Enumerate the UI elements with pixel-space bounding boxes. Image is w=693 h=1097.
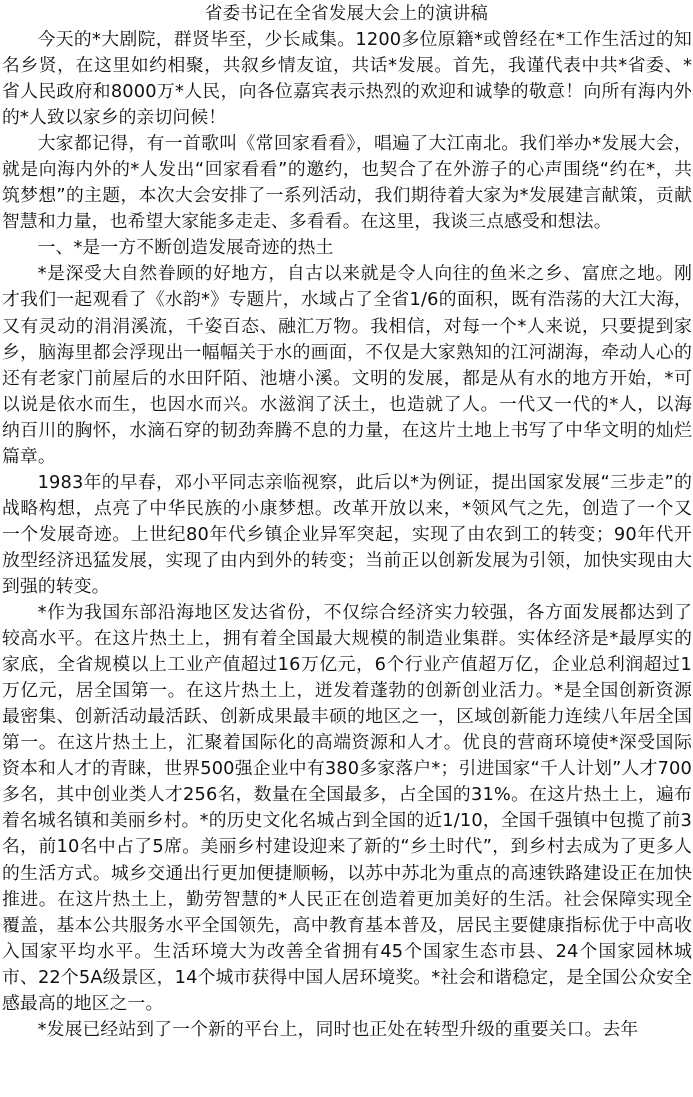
paragraph-welcome: 今天的*大剧院，群贤毕至，少长咸集。1200多位原籍*或曾经在*工作生活过的知名乡贤，在这里如约相聚，共叙乡情友谊，共话*发展。首先，我谨代表中共*省委、*省人民政府和8000万*人民，向各位嘉宾表示热烈的欢迎和诚挚的敬意！向所有海内外的*人致以家乡的亲切问候！ bbox=[2, 29, 692, 129]
document-body bbox=[0, 27, 693, 1043]
section-heading-1: 一、*是一方不断创造发展奇迹的热土 bbox=[37, 237, 334, 259]
paragraph-achievements: *作为我国东部沿海地区发达省份，不仅综合经济实力较强，各方面发展都达到了较高水平。在这片热土上，拥有着全国最大规模的制造业集群。实体经济是*最厚实的家底，全省规模以上工业产值超过16万亿元，6个行业产值超万亿，企业总利润超过1万亿元，居全国第一。在这片热土上，迸发着蓬勃的创新创业活力。*是全国创新资源最密集、创新活动最活跃、创新成果最丰硕的地区之一，区域创新能力连续八年居全国第一。在这片热土上，汇聚着国际化的高端资源和人才。优良的营商环境使*深受国际资本和人才的青睐，世界500强企业中有380多家落户*；引进国家“千人计划”人才700多名，其中创业类人才256名，数量在全国最多，占全国的31%。在这片热土上，遍布着名城名镇和美丽乡村。*的历史文化名城占到全国的近1/10，全国千强镇中包揽了前3名，前10名中占了5席。美丽乡村建设迎来了新的“乡土时代”，到乡村去成为了更多人的生活方式。城乡交通出行更加便捷顺畅，以苏中苏北为重点的高速铁路建设正在加快推进。在这片热土上，勤劳智慧的*人民正在创造着更加美好的生活。社会保障实现全覆盖，基本公共服务水平全国领先，高中教育基本普及，居民主要健康指标优于中高收入国家平均水平。生活环境大为改善全省拥有45个国家生态市县、24个国家园林城市、22个5A级景区，14个城市获得中国人居环境奖。*社会和谐稳定，是全国公众安全感最高的地区之一。 bbox=[2, 602, 692, 1014]
document-title: 省委书记在全省发展大会上的演讲稿 bbox=[204, 4, 489, 24]
paragraph-new-platform: *发展已经站到了一个新的平台上，同时也正处在转型升级的重要关口。去年 bbox=[37, 1018, 639, 1040]
paragraph-invitation: 大家都记得，有一首歌叫《常回家看看》，唱遍了大江南北。我们举办*发展大会，就是向海内外的*人发出“回家看看”的邀约，也契合了在外游子的心声围绕“约在*，共筑梦想”的主题，本次大会安排了一系列活动，我们期待着大家为*发展建言献策，贡献智慧和力量，也希望大家能多走走、多看看。在这里，我谈三点感受和想法。 bbox=[2, 133, 692, 233]
paragraph-1983: 1983年的早春，邓小平同志亲临视察，此后以*为例证，提出国家发展“三步走”的战略构想，点亮了中华民族的小康梦想。改革开放以来，*领风气之先，创造了一个又一个发展奇迹。上世纪80年代乡镇企业异军突起，实现了由农到工的转变；90年代开放型经济迅猛发展，实现了由内到外的转变；当前正以创新发展为引领，加快实现由大到强的转变。 bbox=[2, 471, 692, 597]
paragraph-water: *是深受大自然眷顾的好地方，自古以来就是令人向往的鱼米之乡、富庶之地。刚才我们一起观看了《水韵*》专题片，水域占了全省1/6的面积，既有浩荡的大江大海，又有灵动的涓涓溪流，千姿百态、融汇万物。我相信，对每一个*人来说，只要提到家乡，脑海里都会浮现出一幅幅关于水的画面，不仅是大家熟知的江河湖海，牵动人心的还有老家门前屋后的水田阡陌、池塘小溪。文明的发展，都是从有水的地方开始，*可以说是依水而生，也因水而兴。水滋润了沃土，也造就了人。一代又一代的*人，以海纳百川的胸怀，水滴石穿的韧劲奔腾不息的力量，在这片土地上书写了中华文明的灿烂篇章。 bbox=[2, 263, 692, 467]
